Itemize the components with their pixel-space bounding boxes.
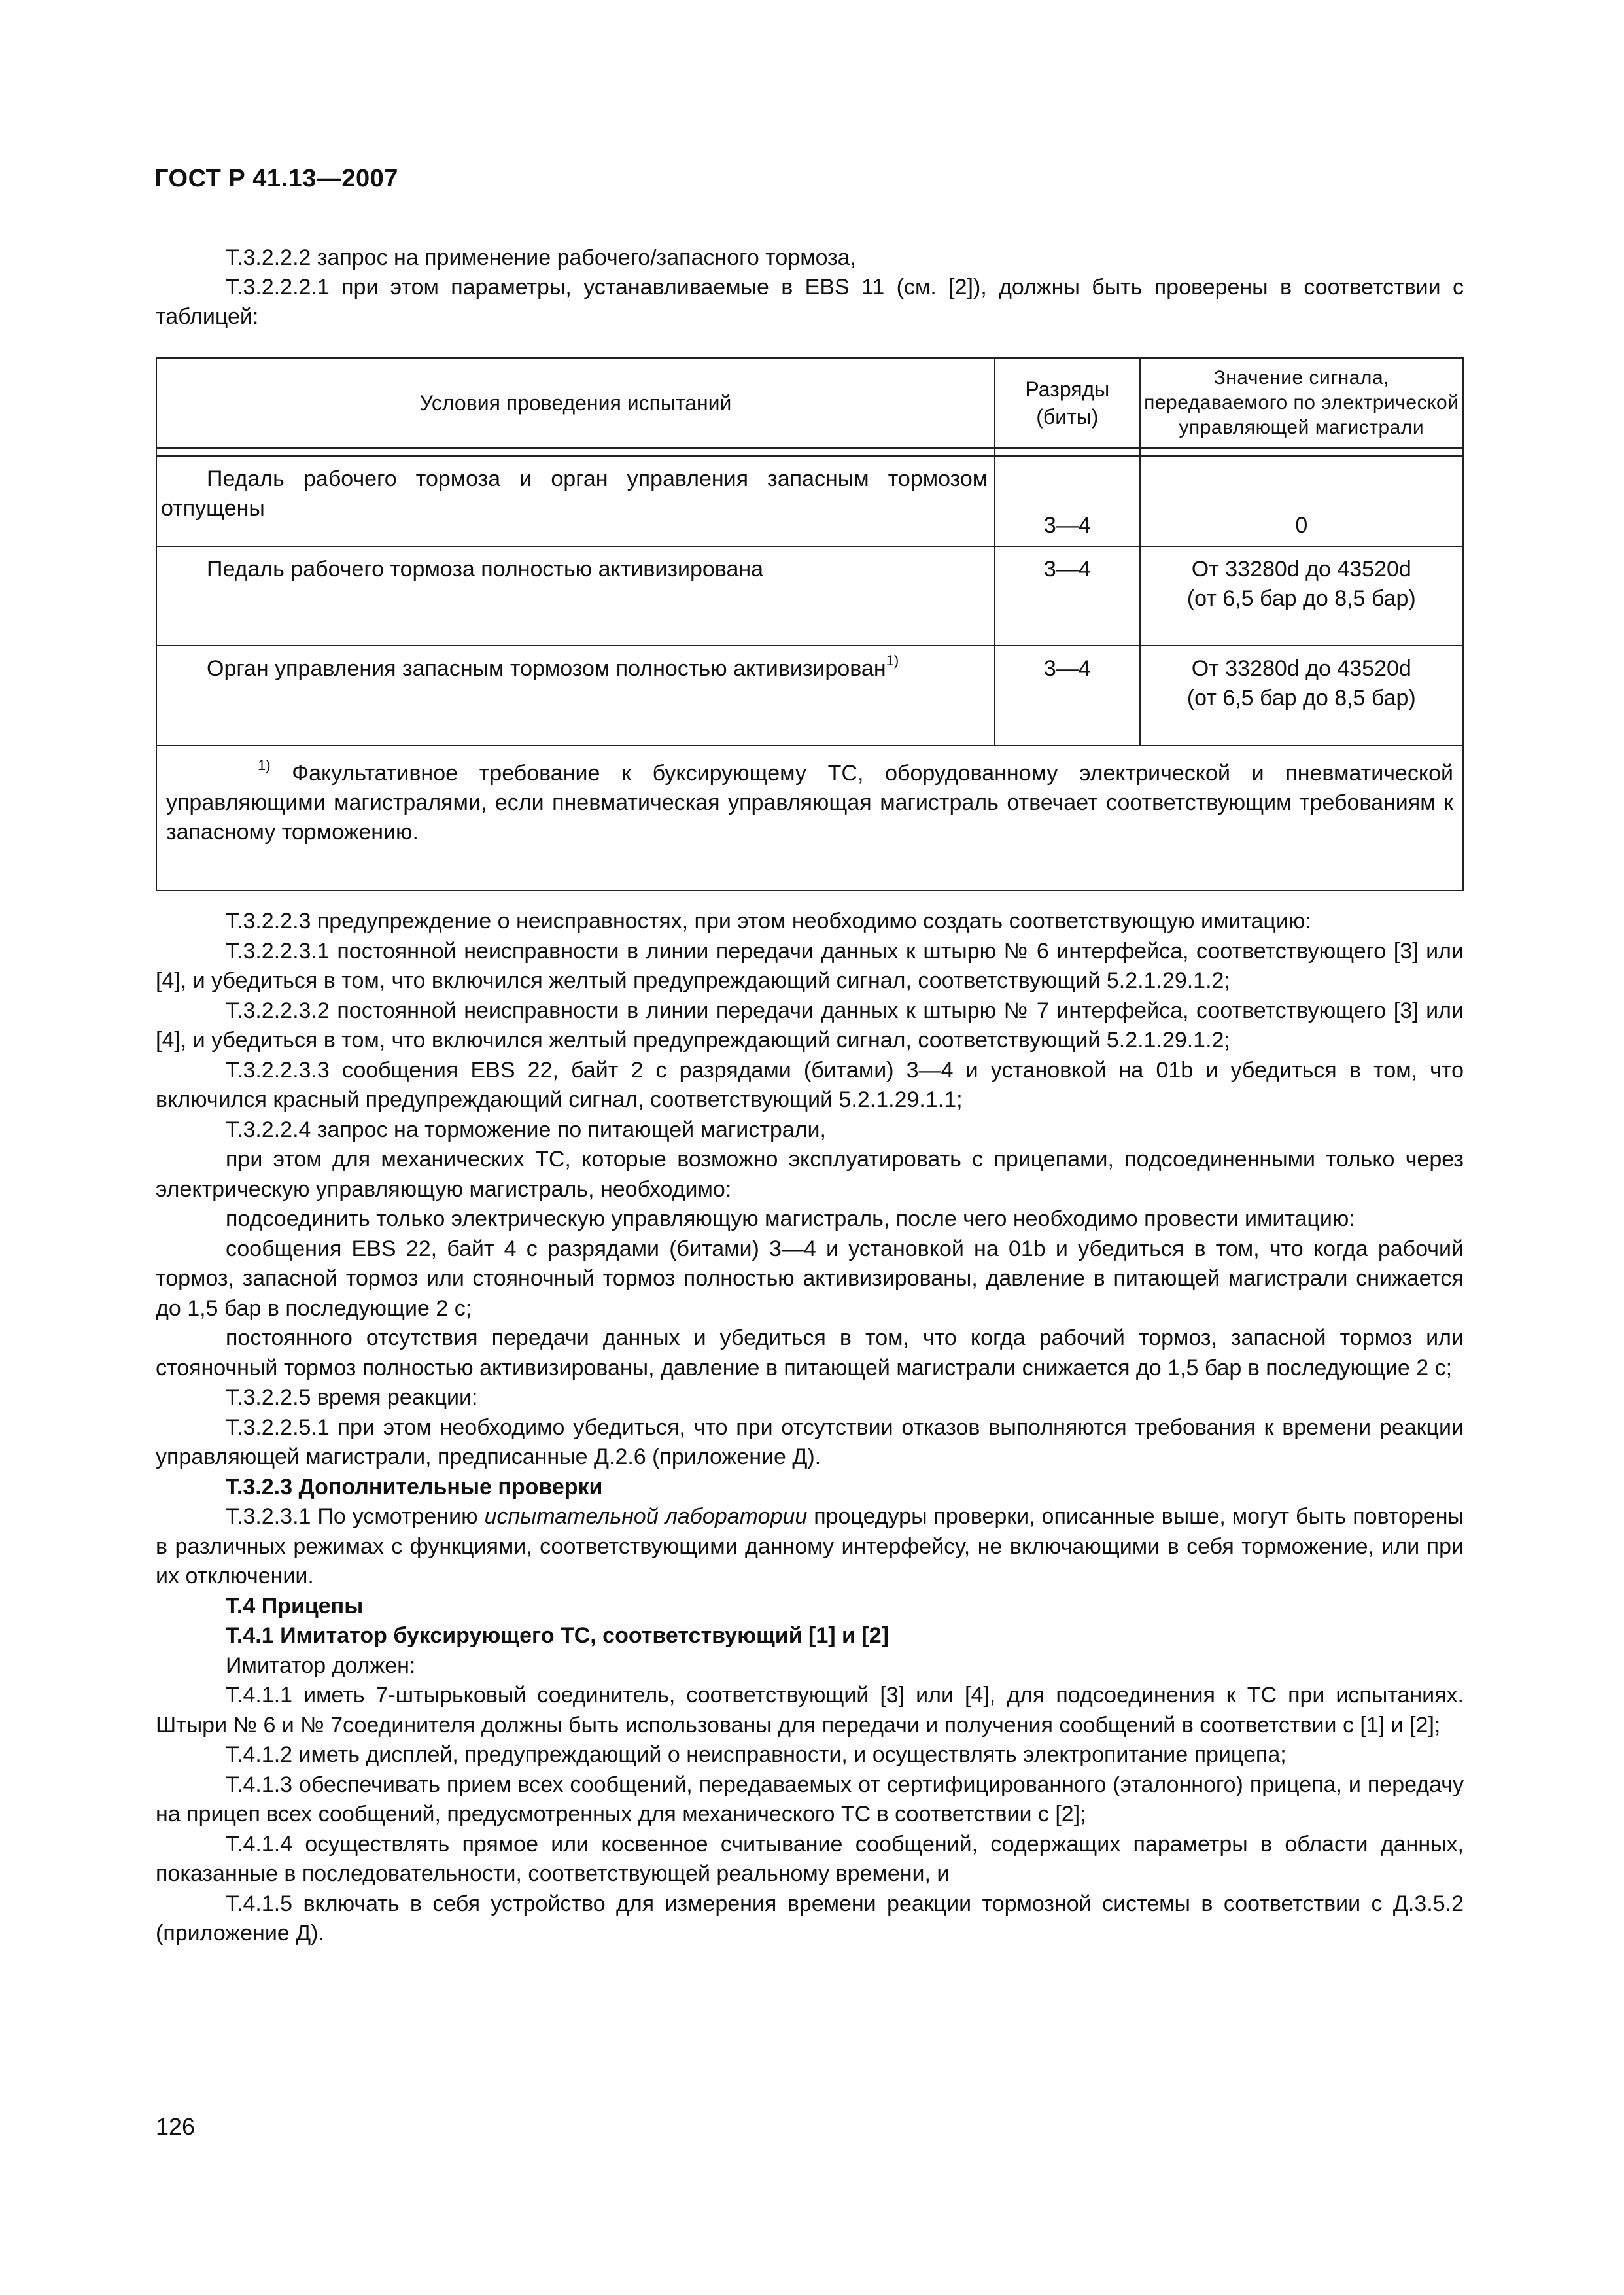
paragraph: Т.3.2.2.4 запрос на торможение по питающей магистрали, (226, 1117, 826, 1142)
main-text (156, 907, 1464, 1949)
table-row (156, 456, 1463, 546)
paragraph: Т.3.2.2.3.3 сообщения EBS 22, байт 2 с разрядами (битами) 3—4 и установкой на 01b и убедиться в том, что включился красный предупреждающий сигнал, соответствующий 5.2.1.29.1.1; (156, 1057, 1464, 1112)
condition-text: Орган управления запасным тормозом полностью активизирован (207, 656, 886, 681)
text-run: Т.3.2.3.1 По усмотрению (226, 1504, 485, 1529)
header-conditions: Условия проведения испытаний (156, 358, 995, 448)
table-separator-row (156, 448, 1463, 456)
row-value (1140, 546, 1463, 646)
row-condition: Педаль рабочего тормоза и орган управления запасным тормозом отпущены (156, 456, 995, 546)
row-bits: 3—4 (995, 546, 1139, 646)
paragraph: сообщения EBS 22, байт 4 с разрядами (битами) 3—4 и установкой на 01b и убедиться в том, что когда рабочий тормоз, запасной тормоз или стояночный тормоз полностью активизированы, давление в питающей магистрали снижается до 1,5 бар в последующие 2 с; (156, 1236, 1464, 1321)
paragraph: Т.3.2.2.2.1 при этом параметры, устанавливаемые в EBS 11 (см. [2]), должны быть проверены в соответствии с таблицей: (156, 275, 1464, 329)
header-bits: Разряды (биты) (995, 358, 1139, 448)
paragraph: Т.3.2.2.5.1 при этом необходимо убедиться, что при отсутствии отказов выполняются требования к времени реакции управляющей магистрали, предписанные Д.2.6 (приложение Д). (156, 1414, 1464, 1469)
paragraph: Т.3.2.2.5 время реакции: (226, 1385, 478, 1410)
paragraph: Т.3.2.2.3.2 постоянной неисправности в линии передачи данных к штырю № 7 интерфейса, соответствующего [3] или [4], и убедиться в том, что включился желтый предупреждающий сигнал, соответствующий 5.2.1.29.1.2; (156, 998, 1464, 1053)
section-heading: Т.4.1 Имитатор буксирующего ТС, соответствующий [1] и [2] (226, 1623, 889, 1648)
text-run: процедуры проверки, описанные выше, могут быть повторены в различных режимах с функциями, соответствующими данному интерфейсу, не включающими в себя торможение, или при их отключении. (156, 1504, 1464, 1588)
value-line: От 33280d до 43520d (1191, 557, 1411, 582)
header-signal-value: Значение сигнала, передаваемого по электрической управляющей магистрали (1140, 358, 1463, 448)
paragraph (156, 1502, 1464, 1592)
page-number: 126 (156, 2113, 196, 2140)
paragraph: Т.4.1.3 обеспечивать прием всех сообщений, передаваемых от сертифицированного (эталонного) прицепа, и передачу на прицеп всех сообщений, предусмотренных для механического ТС в соответствии с [2]; (156, 1772, 1464, 1827)
paragraph: Т.3.2.2.2 запрос на применение рабочего/запасного тормоза, (226, 245, 857, 270)
footnote-text: Факультативное требование к буксирующему ТС, оборудованному электрической и пневматической управляющими магистралями, если пневматическая управляющая магистраль отвечает соответствующим требованиям к запасному торможению. (166, 761, 1453, 845)
section-heading: Т.3.2.3 Дополнительные проверки (226, 1474, 603, 1499)
table-header-row (156, 358, 1463, 448)
document-code: ГОСТ Р 41.13—2007 (154, 165, 398, 192)
paragraph: Т.3.2.2.3.1 постоянной неисправности в линии передачи данных к штырю № 6 интерфейса, соответствующего [3] или [4], и убедиться в том, что включился желтый предупреждающий сигнал, соответствующий 5.2.1.29.1.2; (156, 938, 1464, 993)
table-row (156, 546, 1463, 646)
value-line: От 33280d до 43520d (1191, 656, 1411, 681)
section-heading: Т.4 Прицепы (226, 1593, 364, 1619)
test-conditions-table (156, 357, 1464, 891)
value-line: (от 6,5 бар до 8,5 бар) (1186, 686, 1416, 710)
row-value (1140, 646, 1463, 745)
footnote-mark: 1) (258, 756, 271, 773)
row-condition: Педаль рабочего тормоза полностью активизирована (156, 546, 995, 646)
table-footnote-row (156, 745, 1463, 890)
paragraph: Имитатор должен: (226, 1653, 416, 1678)
row-bits: 3—4 (995, 646, 1139, 745)
table-footnote (156, 745, 1463, 890)
intro-block (156, 243, 1464, 332)
paragraph: постоянного отсутствия передачи данных и убедиться в том, что когда рабочий тормоз, запасной тормоз или стояночный тормоз полностью активизированы, давление в питающей магистрали снижается до 1,5 бар в последующие 2 с; (156, 1325, 1464, 1380)
paragraph: Т.4.1.4 осуществлять прямое или косвенное считывание сообщений, содержащих параметры в области данных, показанные в последовательности, соответствующей реальному времени, и (156, 1831, 1464, 1886)
row-value: 0 (1140, 456, 1463, 546)
paragraph: Т.3.2.2.3 предупреждение о неисправностях, при этом необходимо создать соответствующую имитацию: (226, 909, 1311, 934)
paragraph: Т.4.1.5 включать в себя устройство для измерения времени реакции тормозной системы в соответствии с Д.3.5.2 (приложение Д). (156, 1891, 1464, 1946)
value-line: (от 6,5 бар до 8,5 бар) (1186, 586, 1416, 611)
row-condition (156, 646, 995, 745)
paragraph: при этом для механических ТС, которые возможно эксплуатировать с прицепами, подсоединенными только через электрическую управляющую магистраль, необходимо: (156, 1147, 1464, 1202)
row-bits: 3—4 (995, 456, 1139, 546)
paragraph: Т.4.1.2 иметь дисплей, предупреждающий о неисправности, и осуществлять электропитание прицепа; (226, 1742, 1287, 1767)
table-row (156, 646, 1463, 745)
paragraph: Т.4.1.1 иметь 7-штырьковый соединитель, соответствующий [3] или [4], для подсоединения к ТС при испытаниях. Штыри № 6 и № 7соединителя должны быть использованы для передачи и получения сообщений в соответствии с [1] и [2]; (156, 1683, 1464, 1738)
italic-term: испытательной лаборатории (484, 1504, 808, 1529)
paragraph: подсоединить только электрическую управляющую магистраль, после чего необходимо провести имитацию: (226, 1206, 1355, 1231)
footnote-ref: 1) (886, 652, 899, 669)
